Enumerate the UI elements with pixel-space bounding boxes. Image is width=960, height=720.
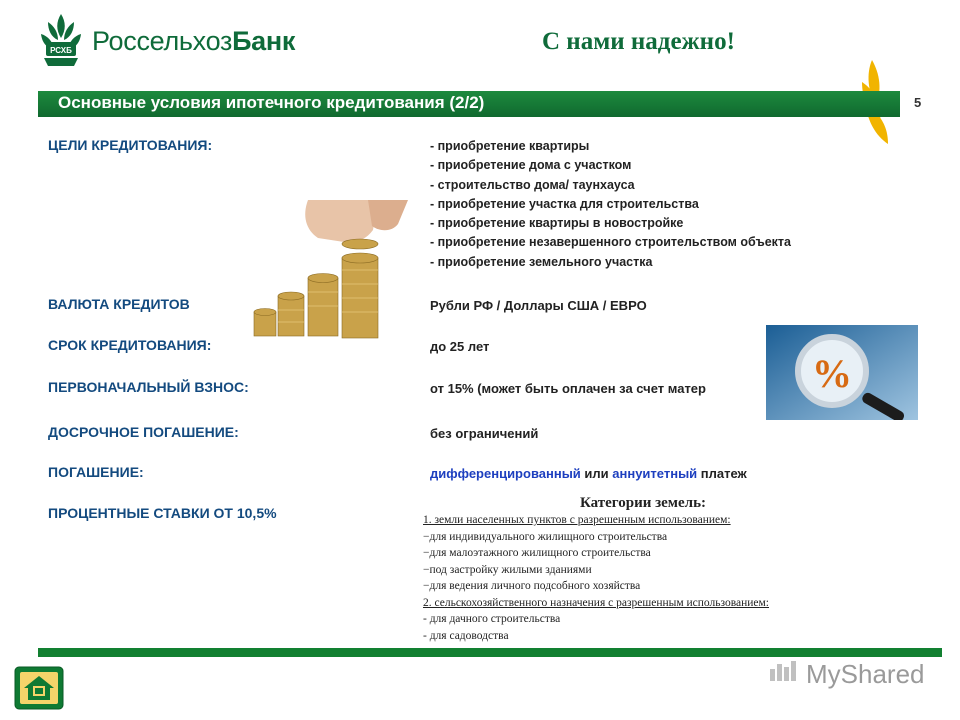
svg-text:РСХБ: РСХБ [50,46,72,55]
rates-label: ПРОЦЕНТНЫЕ СТАВКИ ОТ 10,5% [48,505,277,521]
land-category-line: 1. земли населенных пунктов с разрешенным использованием: [423,514,731,526]
repayment-value: дифференцированный или аннуитетный платеж [430,466,747,481]
early-repayment-value: без ограничений [430,426,539,441]
tagline: С нами надежно! [542,28,735,55]
purpose-item: - строительство дома/ таунхауса [430,177,635,192]
purpose-item: - приобретение квартиры в новостройке [430,216,684,231]
brand-name: РоссельхозБанк [92,26,296,56]
land-category-line: −для малоэтажного жилищного строительства [423,547,651,559]
page-number: 5 [914,95,922,110]
land-category-line: 2. сельскохозяйственного назначения с разрешенным использованием: [423,596,769,609]
term-label: СРОК КРЕДИТОВАНИЯ: [48,337,212,353]
bank-logo-icon [36,12,86,68]
currency-value: Рубли РФ / Доллары США / ЕВРО [430,298,647,313]
svg-text:%: % [812,351,852,396]
purpose-item: - приобретение незавершенного строительством объекта [430,235,791,250]
early-repayment-label: ДОСРОЧНОЕ ПОГАШЕНИЕ: [48,424,239,440]
land-category-line: −для индивидуального жилищного строительства [423,530,668,543]
magnifier-percent-image [766,325,918,420]
term-value: до 25 лет [430,339,490,354]
land-category-line: −под застройку жилыми зданиями [423,563,592,576]
land-categories-title: Категории земель: [579,495,707,511]
land-category-line: −для ведения личного подсобного хозяйства [423,580,641,592]
slide-title: Основные условия ипотечного кредитования (2/2) [58,93,485,112]
repayment-label: ПОГАШЕНИЕ: [48,464,144,480]
purposes-label: ЦЕЛИ КРЕДИТОВАНИЯ: [48,137,213,153]
currency-label: ВАЛЮТА КРЕДИТОВ [48,296,190,312]
land-category-line: - для садоводства [423,629,509,642]
downpayment-label: ПЕРВОНАЧАЛЬНЫЙ ВЗНОС: [48,379,249,395]
purposes-list [430,137,791,272]
watermark-text: MyShared [806,659,925,689]
purpose-item: - приобретение дома с участком [430,158,632,173]
coins-image [248,200,428,340]
land-category-line: - для дачного строительства [423,613,561,625]
purpose-item: - приобретение квартиры [430,139,590,153]
purpose-item: - приобретение земельного участка [430,254,653,269]
home-icon[interactable] [14,666,64,710]
land-categories [423,495,863,644]
purpose-item: - приобретение участка для строительства [430,196,699,211]
downpayment-value: от 15% (может быть оплачен за счет матер [430,381,706,396]
